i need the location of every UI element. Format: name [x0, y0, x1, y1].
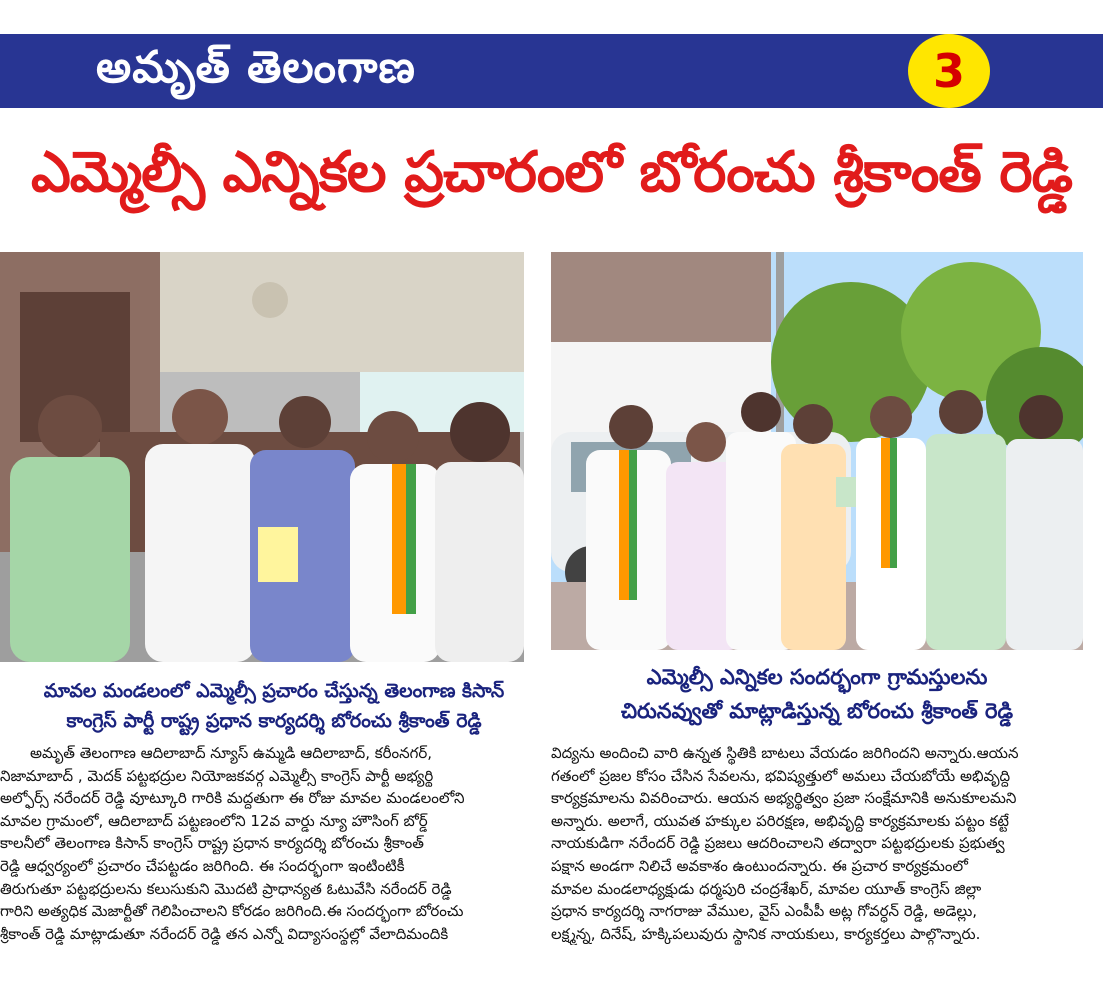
article-line: అమృత్ తెలంగాణ ఆదిలాబాద్ న్యూస్ ఉమ్మడి ఆదిలాబాద్, కరీంనగర్,	[30, 744, 433, 762]
page-number: 3	[932, 44, 965, 98]
right-photo-caption	[551, 660, 1083, 728]
article-line: తిరుగుతూ పట్టభద్రులను కలుసుకుని మొదటి ప్రాధాన్యత ఓటువేసి నరేందర్ రెడ్డి	[0, 879, 452, 898]
right-photo-illustration	[551, 252, 1083, 650]
article-line: మావల మండలాధ్యక్షుడు ధర్మపురి చంద్రశేఖర్, మావల యూత్ కాంగ్రెస్ జిల్లా	[551, 879, 982, 898]
article-line: నిజామాబాద్ , మెదక్ పట్టభద్రుల నియోజకవర్గ ఎమ్మెల్సీ కాంగ్రెస్ పార్టీ అభ్యర్థి	[0, 766, 434, 785]
article-left-column	[0, 742, 524, 945]
caption-line: కాంగ్రెస్ పార్టీ రాష్ట్ర ప్రధాన కార్యదర్శి బోరంచు శ్రీకాంత్ రెడ్డి	[66, 710, 482, 732]
article-line: అల్ఫోర్స్ నరేందర్ రెడ్డి వూట్కూరి గారికి మద్దతుగా ఈ రోజు మావల మండలంలోని	[0, 789, 465, 808]
right-photo	[551, 252, 1083, 650]
article-line: విద్యను అందించి వారి ఉన్నత స్థితికి బాటలు వేయడం జరిగిందని అన్నారు.ఆయన	[551, 744, 1019, 762]
page-number-badge	[908, 34, 990, 108]
article-line: గారిని అత్యధిక మెజార్టీతో గెలిపించాలని కోరడం జరిగింది.ఈ సందర్భంగా బోరంచు	[0, 902, 464, 921]
caption-line: ఎమ్మెల్సీ ఎన్నికల సందర్భంగా గ్రామస్తులను	[646, 665, 988, 689]
article-line: నాయకుడిగా నరేందర్ రెడ్డి ప్రజలు ఆదరించాలని తద్వారా పట్టభద్రులకు ప్రభుత్వ	[551, 834, 1005, 853]
article-right-column	[551, 742, 1083, 945]
article-line: అన్నారు. అలాగే, యువత హక్కుల పరిరక్షణ, అభివృద్ధి కార్యక్రమాలకు పట్టం కట్టే	[551, 811, 1009, 830]
caption-line: మావల మండలంలో ఎమ్మెల్సీ ప్రచారం చేస్తున్న తెలంగాణ కిసాన్	[43, 680, 505, 702]
article-line: శ్రీకాంత్ రెడ్డి మాట్లాడుతూ నరేందర్ రెడ్డి తన ఎన్నో విద్యాసంస్థల్లో వేలాదిమందికి	[0, 924, 449, 943]
article-line: లక్ష్మన్న, దినేష్, హక్కిపలువురు స్థానిక నాయకులు, కార్యకర్తలు పాల్గొన్నారు.	[551, 924, 981, 943]
article-line: గతంలో ప్రజల కోసం చేసిన సేవలను, భవిష్యత్తులో అమలు చేయబోయే అభివృద్ధి	[551, 766, 1011, 785]
article-line: కార్యక్రమాలను వివరించారు. ఆయన అభ్యర్థిత్వం ప్రజా సంక్షేమానికి అనుకూలమని	[551, 789, 1017, 808]
article-line: కాలనీలో తెలంగాణ కిసాన్ కాంగ్రెస్ రాష్ట్ర ప్రధాన కార్యదర్శి బోరంచు శ్రీకాంత్	[0, 834, 424, 853]
left-photo-caption	[0, 676, 548, 736]
masthead	[0, 34, 1103, 108]
headline: ఎమ్మెల్సీ ఎన్నికల ప్రచారంలో బోరంచు శ్రీకాంత్ రెడ్డి	[30, 140, 1073, 205]
article-line: ప్రధాన కార్యదర్శి నాగరాజు వేముల, వైస్ ఎంపీపీ అట్ల గోవర్ధన్ రెడ్డి, అడెల్లు,	[551, 902, 978, 921]
caption-line: చిరునవ్వుతో మాట్లాడిస్తున్న బోరంచు శ్రీకాంత్ రెడ్డి	[620, 699, 1014, 723]
left-photo	[0, 252, 524, 662]
article-line: రెడ్డి ఆధ్వర్యంలో ప్రచారం చేపట్టడం జరిగింది. ఈ సందర్భంగా ఇంటింటికీ	[0, 856, 405, 875]
newspaper-title: అమృత్ తెలంగాణ	[96, 42, 416, 93]
article-line: పక్షాన అండగా నిలిచే అవకాశం ఉంటుందన్నారు. ఈ ప్రచార కార్యక్రమంలో	[551, 856, 968, 875]
left-photo-illustration	[0, 252, 524, 662]
article-line: మావల గ్రామంలో, ఆదిలాబాద్ పట్టణంలోని 12వ వార్డు న్యూ హౌసింగ్ బోర్డ్	[0, 811, 428, 830]
